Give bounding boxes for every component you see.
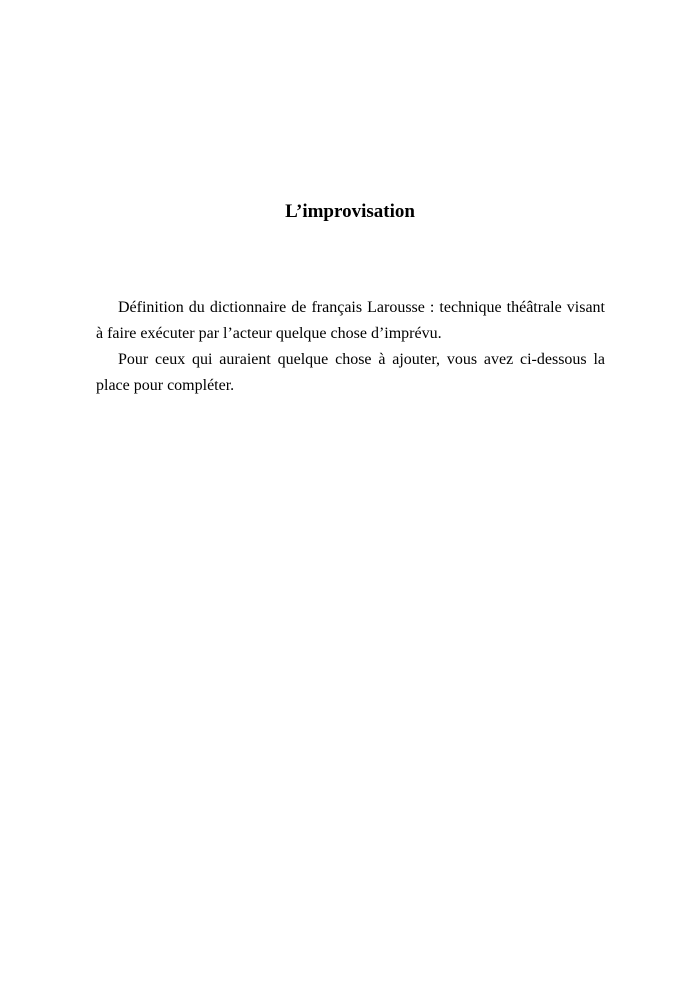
page-title: L’improvisation bbox=[285, 201, 415, 222]
paragraph-definition: Définition du dictionnaire de français Larousse : technique théâtrale visant à faire exécuter par l’acteur quelque chose d’imprévu. bbox=[96, 299, 605, 342]
paragraph-invitation: Pour ceux qui auraient quelque chose à ajouter, vous avez ci-dessous la place pour compléter. bbox=[96, 351, 605, 394]
body-text bbox=[96, 295, 605, 399]
